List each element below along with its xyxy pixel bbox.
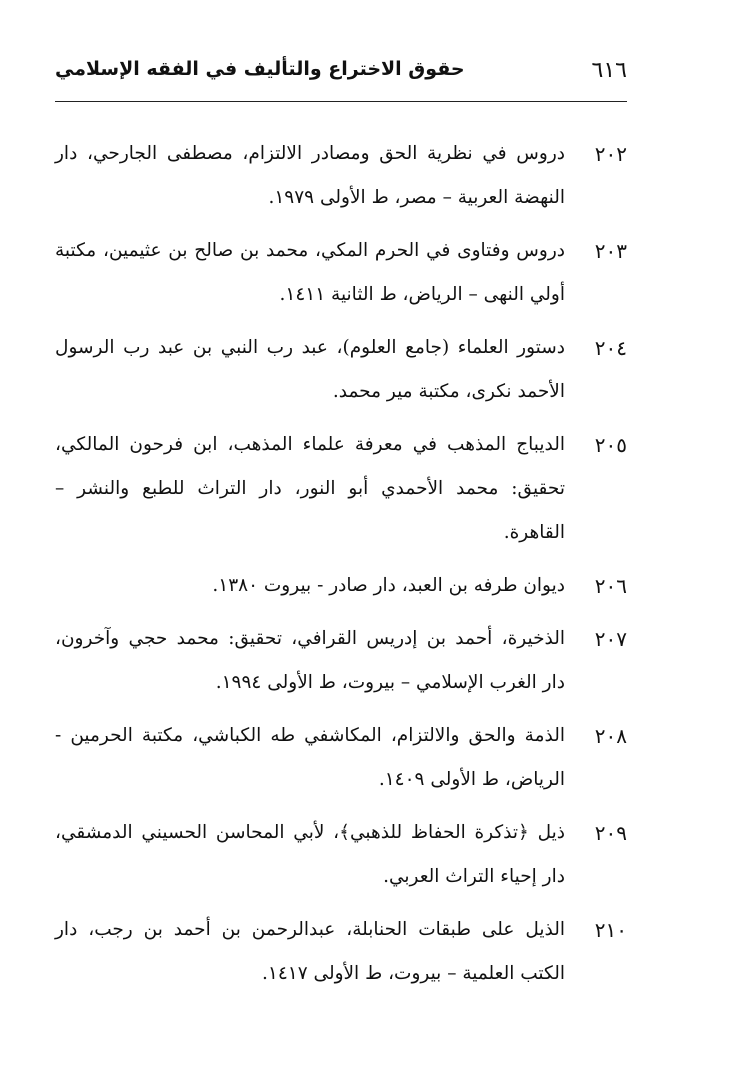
entry-text: الذيل على طبقات الحنابلة، عبدالرحمن بن أحمد بن رجب، دار الكتب العلمية – بيروت، ط الأولى ١٤١٧. [55,919,565,984]
list-item [55,811,627,899]
page-header [55,50,627,96]
header-rule [55,101,627,102]
entry-number: ٢٠٦ [594,574,627,598]
entry-text: الديباج المذهب في معرفة علماء المذهب، ابن فرحون المالكي، تحقيق: محمد الأحمدي أبو النور، دار التراث للطبع والنشر – القاهرة. [55,434,565,543]
list-item [55,617,627,705]
entry-number: ٢٠٤ [594,336,627,360]
entry-text: ذيل ﴿تذكرة الحفاظ للذهبي﴾، لأبي المحاسن الحسيني الدمشقي، دار إحياء التراث العربي. [55,822,565,887]
entry-number: ٢٠٢ [594,142,627,166]
list-item [55,229,627,317]
list-item [55,132,627,220]
entry-number: ٢٠٨ [594,724,627,748]
entry-text: الذخيرة، أحمد بن إدريس القرافي، تحقيق: محمد حجي وآخرون، دار الغرب الإسلامي – بيروت، ط الأولى ١٩٩٤. [55,628,565,693]
entry-number: ٢٠٩ [594,821,627,845]
list-item [55,423,627,555]
bibliography-list [55,132,627,1005]
running-title: حقوق الاختراع والتأليف في الفقه الإسلامي [55,58,465,80]
entry-text: ديوان طرفه بن العبد، دار صادر - بيروت ١٣٨٠. [212,575,565,596]
page-number: ٦١٦ [591,58,627,83]
list-item [55,326,627,414]
list-item [55,714,627,802]
entry-number: ٢٠٥ [594,433,627,457]
entry-number: ٢٠٧ [594,627,627,651]
entry-text: دروس وفتاوى في الحرم المكي، محمد بن صالح بن عثيمين، مكتبة أولي النهى – الرياض، ط الثانية ١٤١١. [55,240,565,305]
entry-text: دروس في نظرية الحق ومصادر الالتزام، مصطفى الجارحي، دار النهضة العربية – مصر، ط الأولى ١٩٧٩. [55,143,565,208]
list-item [55,908,627,996]
entry-text: الذمة والحق والالتزام، المكاشفي طه الكباشي، مكتبة الحرمين - الرياض، ط الأولى ١٤٠٩. [55,725,565,790]
entry-number: ٢١٠ [594,918,627,942]
entry-number: ٢٠٣ [594,239,627,263]
entry-text: دستور العلماء (جامع العلوم)، عبد رب النبي بن عبد رب الرسول الأحمد نكرى، مكتبة مير محمد. [55,337,565,402]
list-item [55,564,627,608]
